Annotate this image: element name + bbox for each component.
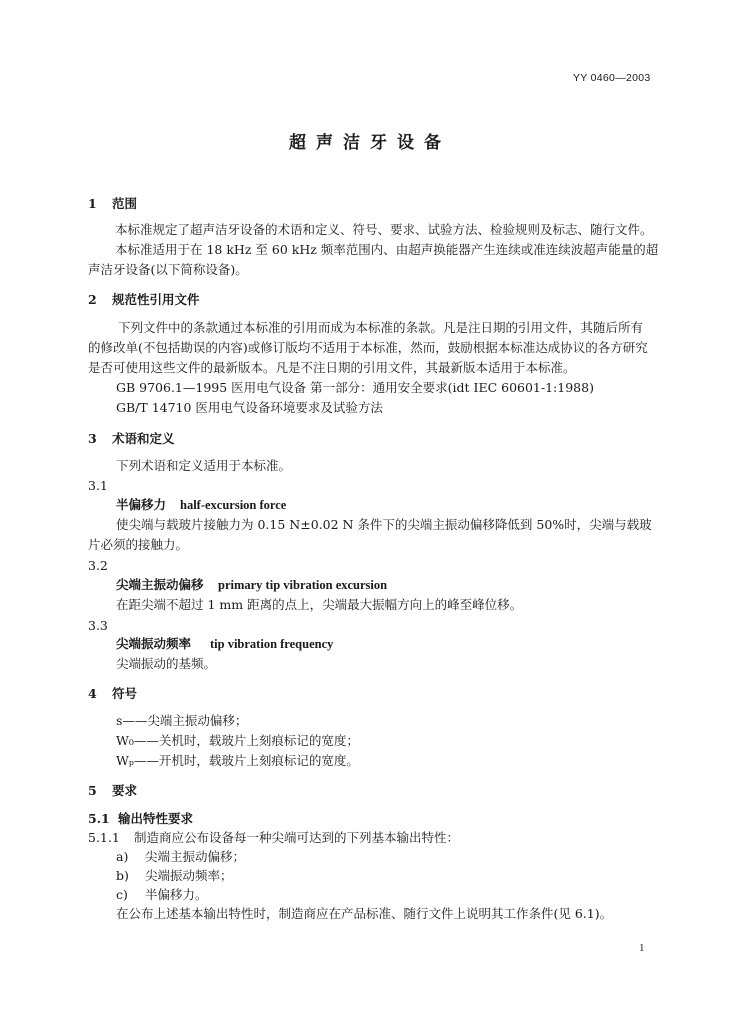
section-2-paragraph-line-3: 是否可使用这些文件的最新版本。凡是不注日期的引用文件，其最新版本适用于本标准。: [88, 360, 576, 375]
term-3-1-english: half-excursion force: [180, 498, 287, 512]
section-3-heading: 术语和定义: [112, 431, 175, 446]
section-5-heading: 要求: [112, 783, 138, 798]
symbol-s: s——尖端主振动偏移；: [116, 713, 248, 728]
term-3-2-definition: 在距尖端不超过 1 mm 距离的点上，尖端最大振幅方向上的峰至峰位移。: [116, 597, 523, 612]
clause-5-1-1-number: 5.1.1: [88, 830, 120, 845]
section-3-number: 3: [88, 431, 97, 446]
clause-5-1-number: 5.1: [88, 811, 110, 826]
term-3-3-number: 3.3: [88, 618, 108, 633]
term-3-2-number: 3.2: [88, 558, 108, 573]
term-3-2-english: primary tip vibration excursion: [218, 578, 388, 592]
section-1-number: 1: [88, 196, 97, 211]
section-4-number: 4: [88, 686, 97, 701]
section-1-heading: 范围: [112, 196, 138, 211]
section-2-heading: 规范性引用文件: [112, 292, 200, 307]
list-item-a-mark: a): [116, 849, 129, 864]
term-3-1-definition-line-1: 使尖端与载玻片接触力为 0.15 N±0.02 N 条件下的尖端主振动偏移降低到 50%时，尖端与载玻: [116, 517, 652, 532]
term-3-1-chinese: 半偏移力: [116, 497, 167, 512]
section-1-paragraph-2-line-2: 声洁牙设备(以下简称设备)。: [88, 262, 248, 277]
term-3-3-definition: 尖端振动的基频。: [116, 656, 217, 671]
list-item-a-text: 尖端主振动偏移；: [145, 849, 246, 864]
section-2-paragraph-line-1: 下列文件中的条款通过本标准的引用而成为本标准的条款。凡是注日期的引用文件，其随后所有: [118, 320, 644, 335]
section-2-paragraph-line-2: 的修改单(不包括勘误的内容)或修订版均不适用于本标准，然而，鼓励根据本标准达成协议的各方研究: [88, 340, 648, 355]
term-3-3-english: tip vibration frequency: [210, 637, 334, 651]
symbol-wp: Wₚ——开机时，载玻片上刻痕标记的宽度。: [116, 753, 359, 768]
section-4-heading: 符号: [112, 686, 138, 701]
list-item-b-mark: b): [116, 868, 129, 883]
clause-5-1-1-closing: 在公布上述基本输出特性时，制造商应在产品标准、随行文件上说明其工作条件(见 6.1)。: [116, 906, 613, 921]
clause-5-1-heading: 输出特性要求: [118, 811, 194, 826]
list-item-c-mark: c): [116, 887, 128, 902]
section-1-paragraph-1: 本标准规定了超声洁牙设备的术语和定义、符号、要求、试验方法、检验规则及标志、随行文件。: [115, 222, 653, 237]
list-item-b-text: 尖端振动频率；: [145, 868, 233, 883]
section-1-paragraph-2-line-1: 本标准适用于在 18 kHz 至 60 kHz 频率范围内、由超声换能器产生连续或准连续波超声能量的超: [115, 242, 659, 257]
term-3-1-definition-line-2: 片必须的接触力。: [88, 537, 189, 552]
page-number: 1: [639, 942, 645, 954]
list-item-c-text: 半偏移力。: [145, 887, 208, 902]
document-title: 超声洁牙设备: [289, 133, 451, 153]
section-5-number: 5: [88, 783, 97, 798]
reference-gb-9706: GB 9706.1—1995 医用电气设备 第一部分：通用安全要求(idt IEC 60601-1:1988): [116, 380, 594, 395]
section-3-intro: 下列术语和定义适用于本标准。: [116, 458, 292, 473]
clause-5-1-1-text: 制造商应公布设备每一种尖端可达到的下列基本输出特性：: [134, 830, 460, 845]
standard-number: YY 0460—2003: [573, 72, 651, 84]
term-3-3-chinese: 尖端振动频率: [116, 636, 192, 651]
term-3-1-number: 3.1: [88, 478, 108, 493]
symbol-w0: W₀——关机时，载玻片上刻痕标记的宽度；: [116, 733, 359, 748]
reference-gbt-14710: GB/T 14710 医用电气设备环境要求及试验方法: [116, 400, 383, 415]
term-3-2-chinese: 尖端主振动偏移: [116, 577, 204, 592]
section-2-number: 2: [88, 292, 97, 307]
